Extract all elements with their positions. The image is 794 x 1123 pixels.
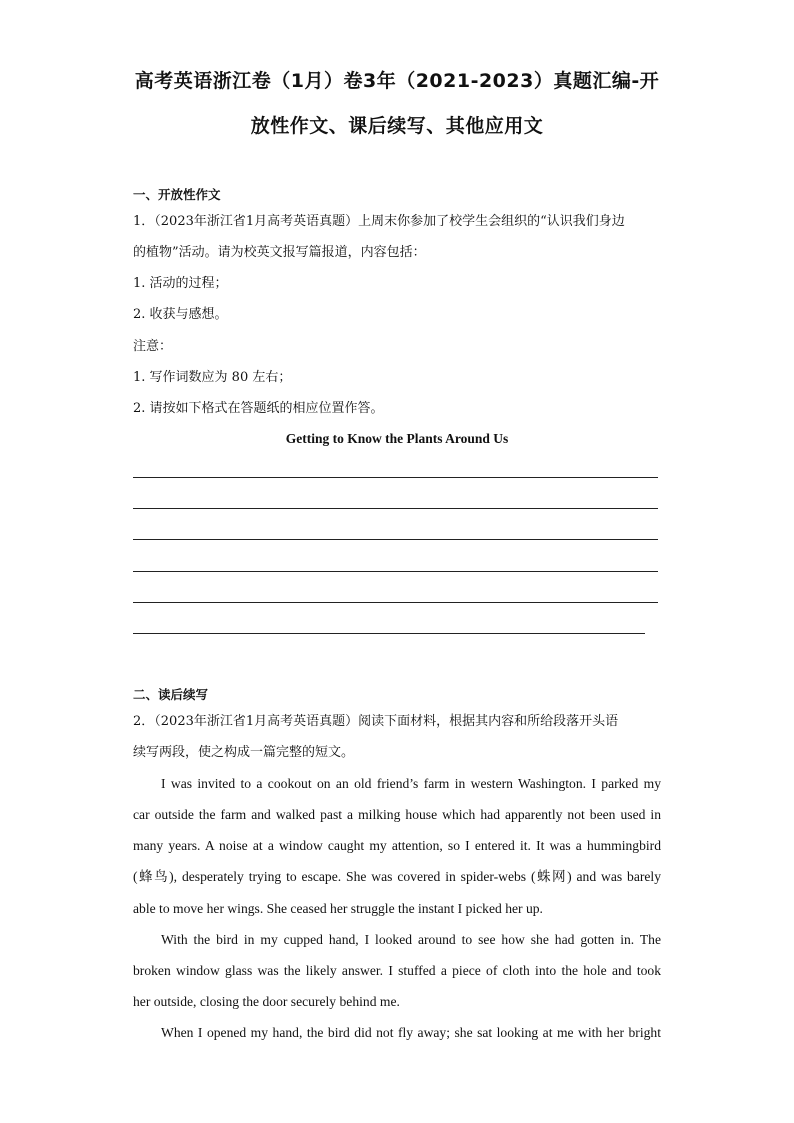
- note-label: 注意：: [133, 339, 173, 354]
- passage-line: With the bird in my cupped hand, I looked around to see how she had gotten in. The: [161, 932, 661, 947]
- passage-line: When I opened my hand, the bird did not fly away; she sat looking at me with her bright: [161, 1025, 661, 1040]
- requirement-item-1: 1. 活动的过程；: [133, 276, 228, 291]
- question2-text-line2: 续写两段，使之构成一篇完整的短文。: [133, 745, 355, 760]
- answer-line: [133, 477, 658, 478]
- section1-heading: 一、开放性作文: [133, 187, 221, 202]
- note-item-1: 1. 写作词数应为 80 左右；: [133, 370, 292, 385]
- essay-title: Getting to Know the Plants Around Us: [285, 431, 509, 446]
- question1-text-line2: 的植物”活动。请为校英文报写篇报道，内容包括：: [133, 245, 426, 260]
- passage-line: broken window glass was the likely answer. I stuffed a piece of cloth into the hole and took: [133, 963, 661, 978]
- passage-line: car outside the farm and walked past a milking house which had apparently not been used in: [133, 807, 661, 822]
- document-title-line2: 放性作文、课后续写、其他应用文: [250, 115, 544, 137]
- section2-heading: 二、读后续写: [133, 687, 209, 702]
- passage-line: able to move her wings. She ceased her struggle the instant I picked her up.: [133, 901, 543, 916]
- note-item-2: 2. 请按如下格式在答题纸的相应位置作答。: [133, 401, 384, 416]
- passage-line: I was invited to a cookout on an old friend’s farm in western Washington. I parked my: [161, 776, 661, 791]
- document-title-line1: 高考英语浙江卷（1月）卷3年（2021-2023）真题汇编-开: [134, 70, 660, 92]
- question2-text-line1: 2．（2023年浙江省1月高考英语真题）阅读下面材料，根据其内容和所给段落开头语: [133, 714, 619, 729]
- answer-line: [133, 508, 658, 509]
- answer-line: [133, 539, 658, 540]
- answer-line: [133, 602, 658, 603]
- requirement-item-2: 2. 收获与感想。: [133, 307, 228, 322]
- answer-line: [133, 633, 645, 634]
- question1-text-line1: 1．（2023年浙江省1月高考英语真题）上周末你参加了校学生会组织的“认识我们身边: [133, 214, 625, 229]
- answer-line: [133, 571, 658, 572]
- passage-line: many years. A noise at a window caught my attention, so I entered it. It was a hummingbird: [133, 838, 661, 853]
- passage-line: her outside, closing the door securely behind me.: [133, 994, 400, 1009]
- passage-line: (蜂鸟), desperately trying to escape. She was covered in spider-webs (蛛网) and was barely: [133, 869, 661, 884]
